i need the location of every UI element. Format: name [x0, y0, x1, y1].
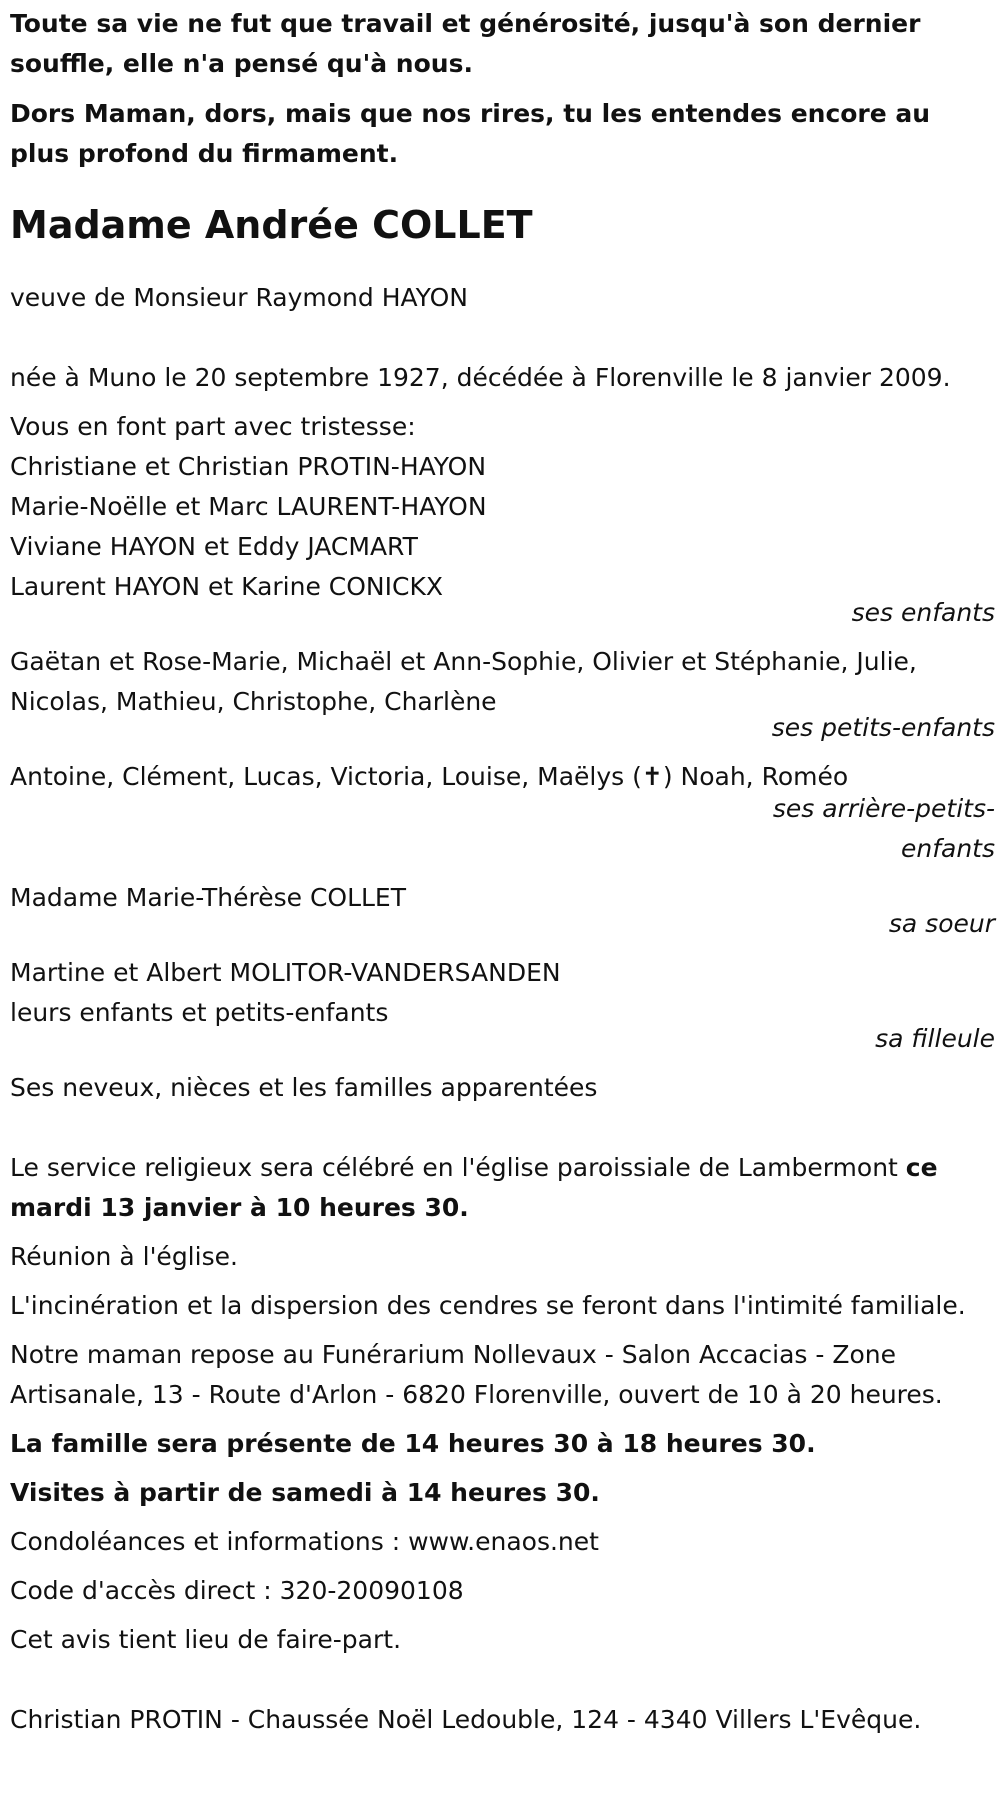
- notice-line: Cet avis tient lieu de faire-part.: [10, 1625, 402, 1654]
- child-line: Laurent HAYON et Karine CONICKX: [10, 572, 443, 601]
- sister-line: Madame Marie-Thérèse COLLET: [10, 883, 406, 912]
- child-line: Marie-Noëlle et Marc LAURENT-HAYON: [10, 492, 487, 521]
- children-role: ses enfants: [851, 598, 995, 627]
- memorial-quote: [10, 4, 995, 174]
- goddaughter-line-2: leurs enfants et petits-enfants: [10, 998, 389, 1027]
- access-code-line: Code d'accès direct : 320-20090108: [10, 1576, 464, 1605]
- sister-role: sa soeur: [888, 909, 995, 938]
- visits-line: Visites à partir de samedi à 14 heures 30.: [10, 1478, 600, 1507]
- service-date: ce mardi 13 janvier à 10 heures 30.: [10, 1153, 938, 1222]
- relatives-line: Ses neveux, nièces et les familles apparentées: [10, 1073, 598, 1102]
- great-grandchildren-role: ses arrière-petits-enfants: [772, 794, 995, 863]
- funeral-home-line: Notre maman repose au Funérarium Nollevaux - Salon Accacias - Zone Artisanale, 13 - Route d'Arlon - 6820 Florenville, ouvert de 10 à 20 heures.: [10, 1340, 943, 1409]
- grandchildren-line: Gaëtan et Rose-Marie, Michaël et Ann-Sophie, Olivier et Stéphanie, Julie, Nicolas, Mathieu, Christophe, Charlène: [10, 647, 917, 716]
- child-line: Christiane et Christian PROTIN-HAYON: [10, 452, 487, 481]
- obituary-text-column: [10, 4, 995, 1740]
- service-intro: Le service religieux sera célébré en l'église paroissiale de Lambermont: [10, 1153, 906, 1182]
- family-presence-line: La famille sera présente de 14 heures 30 à 18 heures 30.: [10, 1429, 816, 1458]
- widow-line: veuve de Monsieur Raymond HAYON: [10, 283, 468, 312]
- service-paragraph: [10, 1148, 995, 1228]
- contact-address: Christian PROTIN - Chaussée Noël Ledouble, 124 - 4340 Villers L'Evêque.: [10, 1705, 922, 1734]
- quote-line-1: Toute sa vie ne fut que travail et générosité, jusqu'à son dernier souffle, elle n'a pensé qu'à nous.: [10, 9, 921, 78]
- family-intro: Vous en font part avec tristesse:: [10, 412, 416, 441]
- meeting-line: Réunion à l'église.: [10, 1242, 238, 1271]
- quote-line-2: Dors Maman, dors, mais que nos rires, tu les entendes encore au plus profond du firmament.: [10, 99, 931, 168]
- great-grandchildren-line: Antoine, Clément, Lucas, Victoria, Louise, Maëlys (✝) Noah, Roméo: [10, 762, 849, 791]
- cremation-line: L'incinération et la dispersion des cendres se feront dans l'intimité familiale.: [10, 1291, 966, 1320]
- birth-death-line: née à Muno le 20 septembre 1927, décédée à Florenville le 8 janvier 2009.: [10, 363, 951, 392]
- deceased-name: Madame Andrée COLLET: [10, 203, 533, 247]
- goddaughter-role: sa filleule: [875, 1024, 995, 1053]
- goddaughter-line-1: Martine et Albert MOLITOR-VANDERSANDEN: [10, 958, 561, 987]
- condolences-line: Condoléances et informations : www.enaos.net: [10, 1527, 599, 1556]
- child-line: Viviane HAYON et Eddy JACMART: [10, 532, 418, 561]
- grandchildren-role: ses petits-enfants: [771, 713, 995, 742]
